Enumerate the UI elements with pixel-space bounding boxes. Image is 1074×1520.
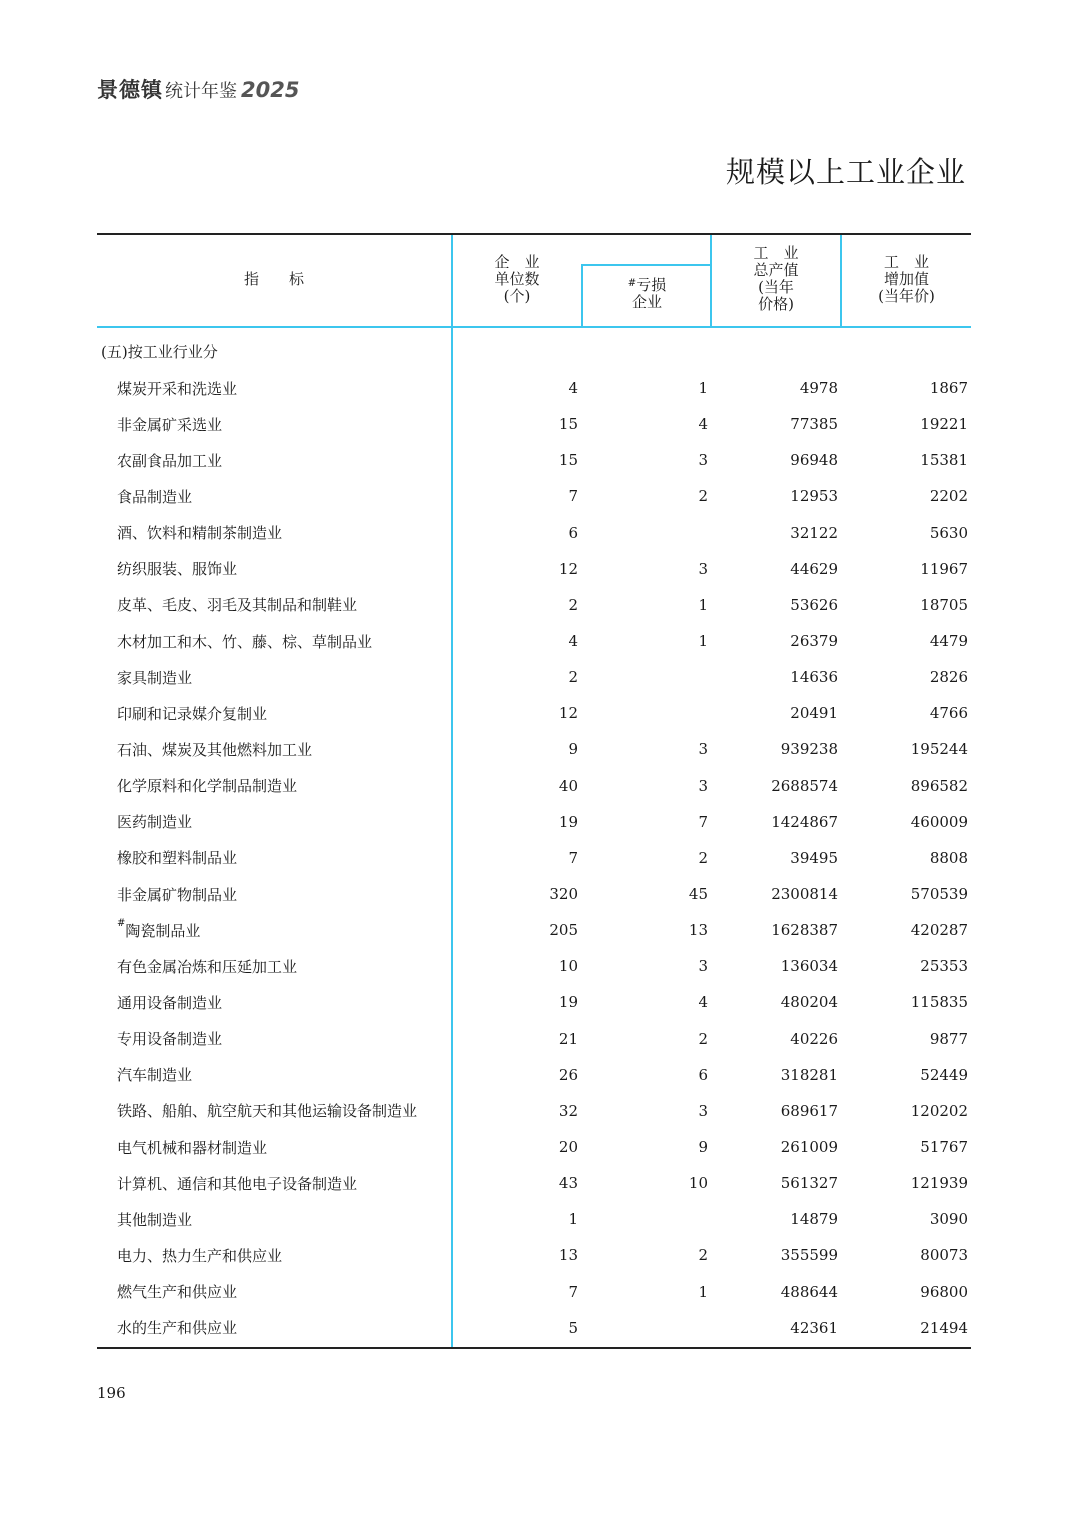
loss-cell: 4 xyxy=(698,415,708,434)
row-name-text: 酒、饮料和精制茶制造业 xyxy=(117,524,283,543)
row-name xyxy=(97,1100,451,1121)
table-row xyxy=(97,623,971,659)
row-name xyxy=(97,739,451,760)
output-cell: 355599 xyxy=(780,1246,838,1265)
units-cell: 4 xyxy=(568,632,578,651)
row-container xyxy=(97,370,971,1346)
row-name-text: 皮革、毛皮、羽毛及其制品和制鞋业 xyxy=(117,596,358,615)
loss-cell: 3 xyxy=(698,559,708,578)
output-cell: 939238 xyxy=(780,740,838,759)
column-header-loss xyxy=(583,277,711,311)
units-cell: 5 xyxy=(568,1318,578,1337)
row-name-text: 木材加工和木、竹、藤、棕、草制品业 xyxy=(117,632,373,651)
row-name-text: 非金属矿物制品业 xyxy=(117,885,238,904)
row-name xyxy=(97,594,451,615)
header-bottom-rule xyxy=(97,326,971,328)
row-name-text: 铁路、船舶、航空航天和其他运输设备制造业 xyxy=(117,1102,418,1121)
added-cell: 8808 xyxy=(929,848,968,867)
section-title: (五)按工业行业分 xyxy=(101,343,218,361)
output-cell: 480204 xyxy=(780,993,838,1012)
table-row xyxy=(97,659,971,695)
units-cell: 7 xyxy=(568,848,578,867)
row-name xyxy=(97,1028,451,1049)
row-name-text: 化学原料和化学制品制造业 xyxy=(117,777,298,796)
added-cell: 195244 xyxy=(910,740,968,759)
table-row xyxy=(97,1021,971,1057)
loss-cell: 6 xyxy=(698,1065,708,1084)
loss-cell: 4 xyxy=(698,993,708,1012)
table-row xyxy=(97,551,971,587)
units-cell: 10 xyxy=(558,957,578,976)
output-cell: 1628387 xyxy=(771,921,838,940)
page-title: 规模以上工业企业 xyxy=(725,155,966,189)
loss-cell: 3 xyxy=(698,957,708,976)
row-name-text: 水的生产和供应业 xyxy=(117,1319,238,1338)
loss-cell: 2 xyxy=(698,1029,708,1048)
output-cell: 4978 xyxy=(799,379,838,398)
row-name xyxy=(97,1209,451,1230)
row-name xyxy=(97,956,451,977)
row-name xyxy=(97,811,451,832)
units-cell: 32 xyxy=(558,1101,578,1120)
table-row xyxy=(97,515,971,551)
row-name-text: 陶瓷制品业 xyxy=(125,921,201,940)
output-cell: 14636 xyxy=(790,668,838,687)
column-header-output: 工 业 总产值 (当年 价格) xyxy=(753,244,799,313)
table-row xyxy=(97,804,971,840)
row-name xyxy=(97,1137,451,1158)
units-cell: 12 xyxy=(558,704,578,723)
output-cell: 1424867 xyxy=(771,812,838,831)
loss-cell: 2 xyxy=(698,1246,708,1265)
loss-cell: 1 xyxy=(698,632,708,651)
loss-cell: 3 xyxy=(698,740,708,759)
page-number: 196 xyxy=(97,1384,126,1402)
row-name-text: 家具制造业 xyxy=(117,668,193,687)
table-row xyxy=(97,984,971,1020)
row-name-text: 其他制造业 xyxy=(117,1210,193,1229)
loss-cell: 1 xyxy=(698,595,708,614)
row-name-text: 专用设备制造业 xyxy=(117,1030,223,1049)
added-cell: 570539 xyxy=(910,885,968,904)
units-cell: 2 xyxy=(568,668,578,687)
added-cell: 1867 xyxy=(929,379,968,398)
output-cell: 39495 xyxy=(790,848,838,867)
table-row xyxy=(97,1237,971,1273)
table-row xyxy=(97,1093,971,1129)
table-row xyxy=(97,1129,971,1165)
output-cell: 2300814 xyxy=(771,885,838,904)
units-cell: 21 xyxy=(558,1029,578,1048)
row-name xyxy=(97,992,451,1013)
table-row xyxy=(97,1057,971,1093)
column-header-loss-label: 亏损 企业 xyxy=(631,276,667,311)
row-name xyxy=(97,703,451,724)
added-cell: 121939 xyxy=(910,1174,968,1193)
output-cell: 689617 xyxy=(780,1101,838,1120)
column-header-units: 企 业 单位数 (个) xyxy=(494,253,540,305)
units-cell: 1 xyxy=(568,1210,578,1229)
loss-mark: # xyxy=(627,278,637,289)
units-cell: 15 xyxy=(558,451,578,470)
added-cell: 19221 xyxy=(920,415,968,434)
row-name xyxy=(97,1064,451,1085)
row-name-text: 石油、煤炭及其他燃料加工业 xyxy=(117,740,313,759)
units-cell: 4 xyxy=(568,379,578,398)
table-row xyxy=(97,478,971,514)
row-name xyxy=(97,1317,451,1338)
output-cell: 20491 xyxy=(790,704,838,723)
output-cell: 42361 xyxy=(790,1318,838,1337)
added-cell: 11967 xyxy=(920,559,968,578)
output-cell: 12953 xyxy=(790,487,838,506)
units-cell: 7 xyxy=(568,487,578,506)
table-row xyxy=(97,1274,971,1310)
row-name xyxy=(97,1173,451,1194)
table-row xyxy=(97,1201,971,1237)
added-cell: 4479 xyxy=(929,632,968,651)
header-book-title: 统计年鉴 xyxy=(165,81,237,102)
output-cell: 136034 xyxy=(780,957,838,976)
output-cell: 32122 xyxy=(790,523,838,542)
loss-cell: 2 xyxy=(698,848,708,867)
row-name xyxy=(97,847,451,868)
table-bottom-rule xyxy=(97,1347,971,1349)
row-name-text: 电气机械和器材制造业 xyxy=(117,1138,268,1157)
output-cell: 77385 xyxy=(790,415,838,434)
row-name xyxy=(97,558,451,579)
table-row xyxy=(97,1165,971,1201)
table-body xyxy=(97,334,971,1346)
row-name-text: 非金属矿采选业 xyxy=(117,415,223,434)
output-cell: 53626 xyxy=(790,595,838,614)
row-mark: # xyxy=(117,917,126,929)
row-name xyxy=(97,631,451,652)
table-row xyxy=(97,442,971,478)
table-row xyxy=(97,912,971,948)
header-brand: 景德镇 xyxy=(97,78,163,102)
table-row xyxy=(97,406,971,442)
output-cell: 14879 xyxy=(790,1210,838,1229)
added-cell: 21494 xyxy=(920,1318,968,1337)
added-cell: 115835 xyxy=(910,993,968,1012)
running-header xyxy=(97,74,299,104)
loss-cell: 2 xyxy=(698,487,708,506)
loss-cell: 3 xyxy=(698,451,708,470)
added-cell: 51767 xyxy=(920,1138,968,1157)
loss-cell: 9 xyxy=(698,1138,708,1157)
units-cell: 12 xyxy=(558,559,578,578)
added-cell: 2202 xyxy=(929,487,968,506)
row-name xyxy=(97,884,451,905)
row-name xyxy=(97,1245,451,1266)
added-cell: 4766 xyxy=(929,704,968,723)
added-cell: 5630 xyxy=(929,523,968,542)
loss-cell: 1 xyxy=(698,1282,708,1301)
row-name xyxy=(97,775,451,796)
table-row xyxy=(97,731,971,767)
units-cell: 19 xyxy=(558,993,578,1012)
row-name xyxy=(97,450,451,471)
row-name-text: 通用设备制造业 xyxy=(117,993,223,1012)
units-cell: 40 xyxy=(558,776,578,795)
row-name-text: 医药制造业 xyxy=(117,813,193,832)
row-name xyxy=(97,917,451,941)
added-cell: 80073 xyxy=(920,1246,968,1265)
loss-cell: 7 xyxy=(698,812,708,831)
output-cell: 561327 xyxy=(780,1174,838,1193)
output-cell: 96948 xyxy=(790,451,838,470)
added-cell: 25353 xyxy=(920,957,968,976)
output-cell: 488644 xyxy=(780,1282,838,1301)
table-row xyxy=(97,768,971,804)
loss-cell: 10 xyxy=(688,1174,708,1193)
added-cell: 18705 xyxy=(920,595,968,614)
loss-cell: 1 xyxy=(698,379,708,398)
added-cell: 9877 xyxy=(929,1029,968,1048)
row-name xyxy=(97,667,451,688)
row-name xyxy=(97,486,451,507)
loss-cell: 3 xyxy=(698,1101,708,1120)
table-row xyxy=(97,876,971,912)
units-cell: 15 xyxy=(558,415,578,434)
column-header-indicator: 指 标 xyxy=(243,270,304,288)
row-name-text: 有色金属冶炼和压延加工业 xyxy=(117,957,298,976)
table-row xyxy=(97,695,971,731)
subheader-rule xyxy=(581,264,712,266)
output-cell: 26379 xyxy=(790,632,838,651)
row-name-text: 汽车制造业 xyxy=(117,1066,193,1085)
units-cell: 26 xyxy=(558,1065,578,1084)
added-cell: 460009 xyxy=(910,812,968,831)
loss-cell: 45 xyxy=(688,885,708,904)
units-cell: 9 xyxy=(568,740,578,759)
row-name xyxy=(97,522,451,543)
added-cell: 96800 xyxy=(920,1282,968,1301)
units-cell: 43 xyxy=(558,1174,578,1193)
output-cell: 261009 xyxy=(780,1138,838,1157)
row-name-text: 印刷和记录媒介复制业 xyxy=(117,704,268,723)
row-name-text: 燃气生产和供应业 xyxy=(117,1283,238,1302)
added-cell: 15381 xyxy=(920,451,968,470)
units-cell: 20 xyxy=(558,1138,578,1157)
loss-cell: 13 xyxy=(688,921,708,940)
output-cell: 318281 xyxy=(780,1065,838,1084)
row-name-text: 纺织服装、服饰业 xyxy=(117,560,238,579)
added-cell: 420287 xyxy=(910,921,968,940)
output-cell: 2688574 xyxy=(771,776,838,795)
table-row xyxy=(97,587,971,623)
row-name-text: 橡胶和塑料制品业 xyxy=(117,849,238,868)
row-name-text: 计算机、通信和其他电子设备制造业 xyxy=(117,1174,358,1193)
column-header-added: 工 业 增加值 (当年价) xyxy=(878,253,935,305)
table-row xyxy=(97,1310,971,1346)
row-name-text: 电力、热力生产和供应业 xyxy=(117,1246,283,1265)
row-name xyxy=(97,378,451,399)
row-name-text: 煤炭开采和洗选业 xyxy=(117,379,238,398)
loss-cell: 3 xyxy=(698,776,708,795)
table-row xyxy=(97,840,971,876)
units-cell: 6 xyxy=(568,523,578,542)
units-cell: 2 xyxy=(568,595,578,614)
row-name-text: 农副食品加工业 xyxy=(117,451,223,470)
added-cell: 896582 xyxy=(910,776,968,795)
units-cell: 205 xyxy=(549,921,578,940)
units-cell: 320 xyxy=(549,885,578,904)
header-year: 2025 xyxy=(241,78,300,102)
row-name-text: 食品制造业 xyxy=(117,487,193,506)
added-cell: 120202 xyxy=(910,1101,968,1120)
output-cell: 40226 xyxy=(790,1029,838,1048)
table-row xyxy=(97,948,971,984)
added-cell: 52449 xyxy=(920,1065,968,1084)
output-cell: 44629 xyxy=(790,559,838,578)
row-name xyxy=(97,1281,451,1302)
table-row xyxy=(97,370,971,406)
units-cell: 7 xyxy=(568,1282,578,1301)
added-cell: 3090 xyxy=(929,1210,968,1229)
row-name xyxy=(97,414,451,435)
added-cell: 2826 xyxy=(929,668,968,687)
units-cell: 19 xyxy=(558,812,578,831)
units-cell: 13 xyxy=(558,1246,578,1265)
